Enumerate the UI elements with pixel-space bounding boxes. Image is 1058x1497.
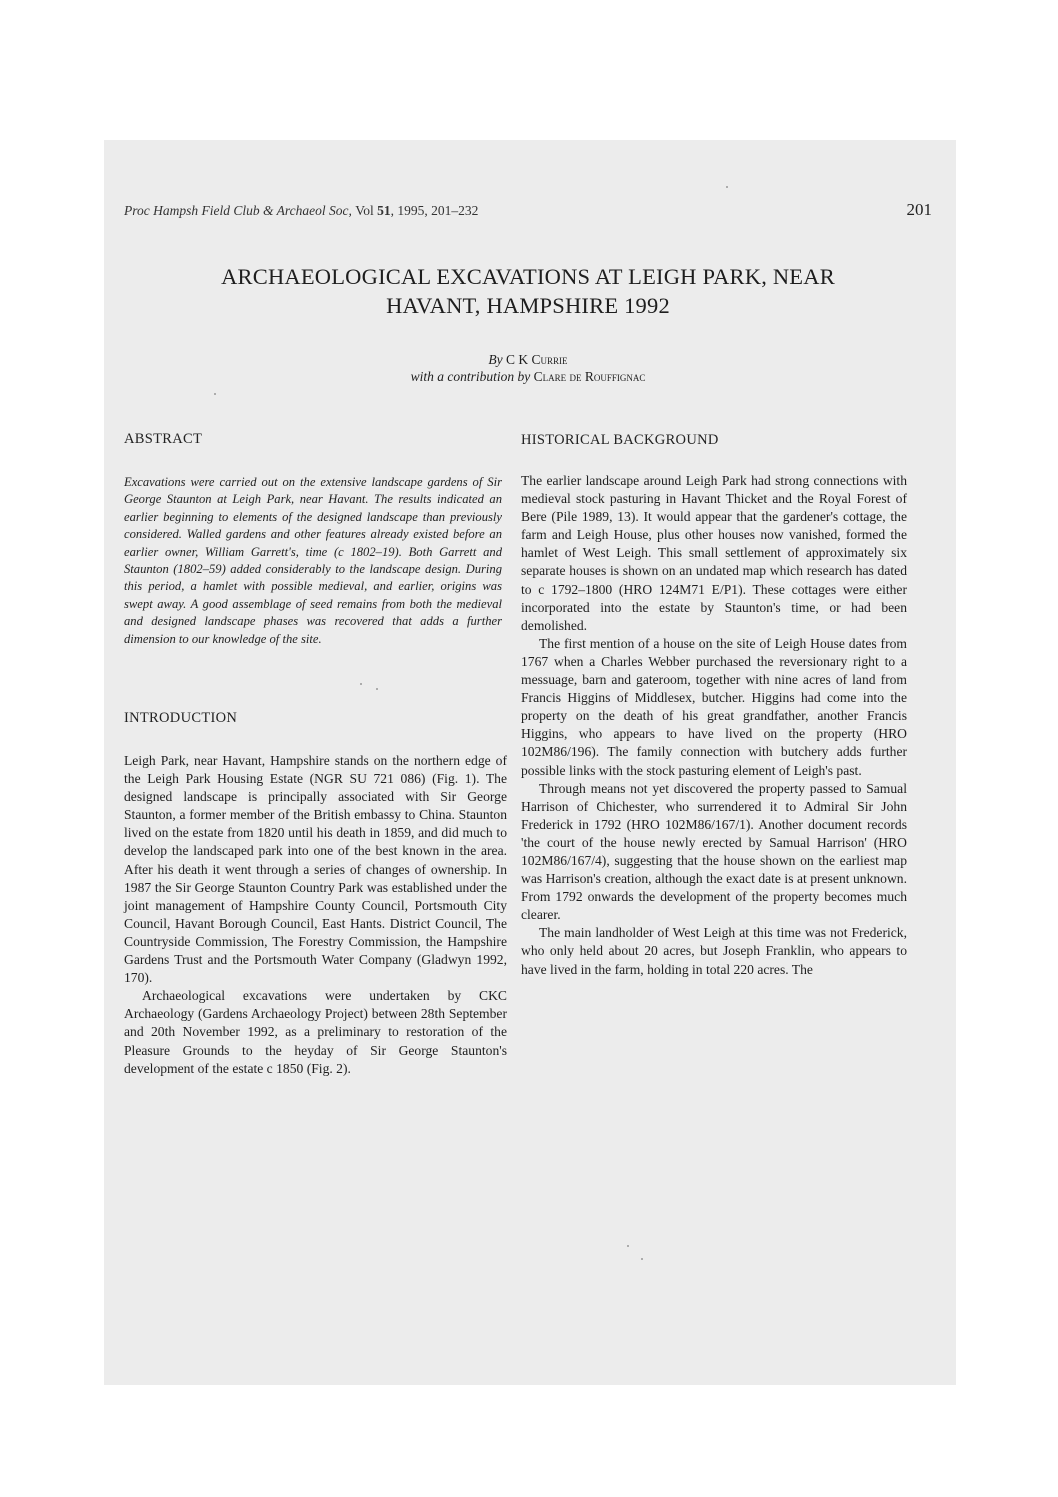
- byline: [124, 351, 932, 385]
- introduction-heading: INTRODUCTION: [124, 710, 238, 726]
- volume-info: Vol 51, 1995, 201–232: [355, 203, 479, 218]
- introduction-paragraph: Leigh Park, near Havant, Hampshire stands on the northern edge of the Leigh Park Housing Estate (NGR SU 721 086) (Fig. 1). The designed landscape is principally associated with Sir George Staunton, a former member of the British embassy to China. Staunton lived on the estate from 1820 until his death in 1859, and did much to develop the landscaped park into one of the best known in the area. After his death it went through a series of changes of ownership. In 1987 the Sir George Staunton Country Park was established under the joint management of Hampshire County Council, Portsmouth City Council, Havant Borough Council, East Hants. District Council, The Countryside Commission, The Forestry Commission, the Hampshire Gardens Trust and the Portsmouth Water Company (Gladwyn 1992, 170).: [124, 753, 507, 986]
- historical-background-heading: HISTORICAL BACKGROUND: [521, 432, 719, 448]
- author-name: C K Currie: [506, 352, 568, 367]
- scan-speck: [360, 683, 362, 685]
- article-title: [124, 262, 932, 320]
- title-line-1: ARCHAEOLOGICAL EXCAVATIONS AT LEIGH PARK, NEAR: [221, 264, 835, 289]
- abstract-text: Excavations were carried out on the extensive landscape gardens of Sir George Staunton at Leigh Park, near Havant. The results indicated an earlier beginning to elements of the designed landscape than previously considered. Walled gardens and other features already existed before an earlier owner, William Garrett's, time (c 1802–19). Both Garrett and Staunton (1802–59) added considerably to the landscape design. During this period, a hamlet with possible medieval, and earlier, origins was swept away. A good assemblage of seed remains from both the medieval and designed landscape phases was recovered that adds a further dimension to our knowledge of the site.: [124, 475, 502, 646]
- history-paragraph: Through means not yet discovered the property passed to Samual Harrison of Chichester, who surrendered it to Admiral Sir John Frederick in 1792 (HRO 102M86/167/1). Another document records 'the court of the house newly erected by Samual Harrison' (HRO 102M86/167/4), suggesting that the house shown on the earliest map was Harrison's creation, although the exact date is at present unknown. From 1792 onwards the development of the property becomes much clearer.: [521, 780, 907, 923]
- contribution-label: with a contribution by: [410, 369, 531, 384]
- journal-name: Proc Hampsh Field Club & Archaeol Soc,: [124, 203, 352, 218]
- title-line-2: HAVANT, HAMPSHIRE 1992: [386, 293, 670, 318]
- abstract-heading: ABSTRACT: [124, 431, 203, 447]
- byline-by: By: [488, 352, 503, 367]
- history-paragraph: The main landholder of West Leigh at this time was not Frederick, who only held about 20 acres, but Joseph Franklin, who appears to have lived in the farm, holding in total 220 acres. The: [521, 925, 907, 977]
- history-paragraph: The earlier landscape around Leigh Park had strong connections with medieval stock pasturing in Havant Thicket and the Royal Forest of Bere (Pile 1989, 13). It would appear that the gardener's cottage, the farm and Leigh House, plus other houses now vanished, formed the hamlet of West Leigh. This small settlement of approximately six separate houses is shown on an undated map which research has dated to c 1792–1800 (HRO 124M71 E/P1). These cottages were either incorporated into the estate by Staunton's time, or had been demolished.: [521, 473, 907, 633]
- introduction-paragraph: Archaeological excavations were undertaken by CKC Archaeology (Gardens Archaeology Project) between 28th September and 20th November 1992, as a preliminary to restoration of the Pleasure Grounds to the heyday of Sir George Staunton's development of the estate c 1850 (Fig. 2).: [124, 988, 507, 1076]
- scan-speck: [726, 186, 728, 188]
- introduction-body: [124, 752, 507, 1078]
- scan-speck: [627, 1245, 629, 1247]
- scan-speck: [376, 688, 378, 690]
- running-head: [124, 203, 478, 219]
- scan-speck: [214, 393, 216, 395]
- history-paragraph: The first mention of a house on the site of Leigh House dates from 1767 when a Charles Webber purchased the reversionary right to a messuage, barn and gateroom, together with nine acres of land from Francis Higgins of Middlesex, butcher. Higgins had come into the property on the death of his great grandfather, another Francis Higgins, who appears to have lived on the property (HRO 102M86/196). The family connection with butchery adds further possible links with the stock pasturing element of Leigh's past.: [521, 635, 907, 778]
- page-number: 201: [906, 200, 932, 219]
- historical-background-body: [521, 472, 907, 979]
- contributor-name: Clare de Rouffignac: [533, 369, 646, 384]
- scan-speck: [641, 1258, 643, 1260]
